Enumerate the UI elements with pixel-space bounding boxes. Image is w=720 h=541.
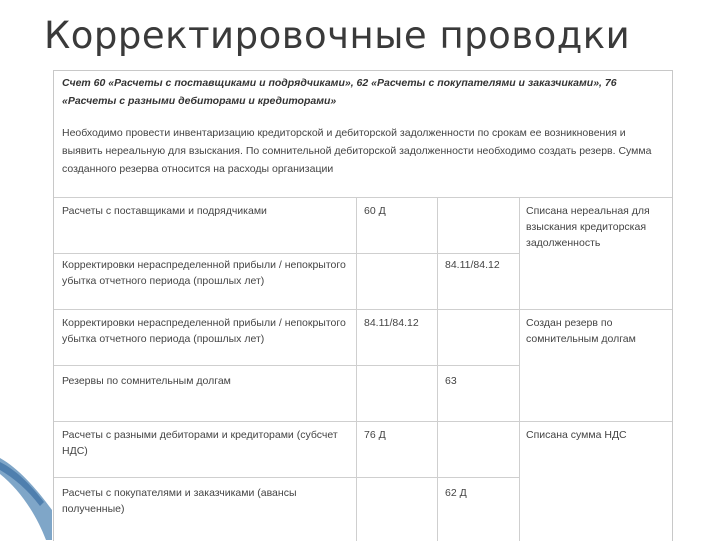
intro-paragraph-line-1: Необходимо провести инвентаризацию кредиторской и дебиторской задолженности по срокам ее возникновения и	[62, 127, 626, 139]
table-cell-account: Резервы по сомнительным долгам	[62, 375, 231, 387]
row-subdivider	[54, 365, 519, 366]
table-cell-description: Создан резерв по сомнительным долгам	[526, 317, 636, 345]
table-cell-debit: 76 Д	[364, 429, 386, 441]
intro-heading-line-1: Счет 60 «Расчеты с поставщиками и подрядчиками», 62 «Расчеты с покупателями и заказчиками», 76	[62, 77, 617, 89]
table-top-border	[54, 197, 672, 198]
slide-title: Корректировочные проводки	[44, 14, 631, 57]
table-cell-debit: 60 Д	[364, 205, 386, 217]
table-cell-account: Расчеты с разными дебиторами и кредиторами (субсчет НДС)	[62, 429, 338, 457]
table-cell-account: Корректировки нераспределенной прибыли / непокрытого убытка отчетного периода (прошлых лет)	[62, 317, 346, 345]
table-cell-debit: 84.11/84.12	[364, 317, 419, 329]
table-cell-account: Расчеты с покупателями и заказчиками (авансы полученные)	[62, 487, 297, 515]
column-divider	[356, 197, 357, 541]
intro-paragraph-line-2: выявить нереальную для взыскания. По сомнительной дебиторской задолженности необходимо создать резерв. Сумма	[62, 145, 652, 157]
table-cell-description: Списана нереальная для взыскания кредиторская задолженность	[526, 205, 650, 249]
row-divider	[54, 309, 672, 310]
table-cell-credit: 63	[445, 375, 457, 387]
row-divider	[54, 421, 672, 422]
corner-swoosh-decoration	[0, 440, 60, 540]
column-divider	[519, 197, 520, 541]
column-divider	[437, 197, 438, 541]
intro-paragraph-line-3: созданного резерва относится на расходы организации	[62, 163, 334, 175]
row-subdivider	[54, 477, 519, 478]
intro-heading-line-2: «Расчеты с разными дебиторами и кредиторами»	[62, 95, 337, 107]
table-cell-credit: 62 Д	[445, 487, 467, 499]
table-cell-account: Корректировки нераспределенной прибыли / непокрытого убытка отчетного периода (прошлых лет)	[62, 259, 346, 287]
document-scan	[53, 70, 673, 541]
table-cell-credit: 84.11/84.12	[445, 259, 500, 271]
row-subdivider	[54, 253, 519, 254]
table-cell-account: Расчеты с поставщиками и подрядчиками	[62, 205, 267, 217]
table-cell-description: Списана сумма НДС	[526, 429, 627, 441]
